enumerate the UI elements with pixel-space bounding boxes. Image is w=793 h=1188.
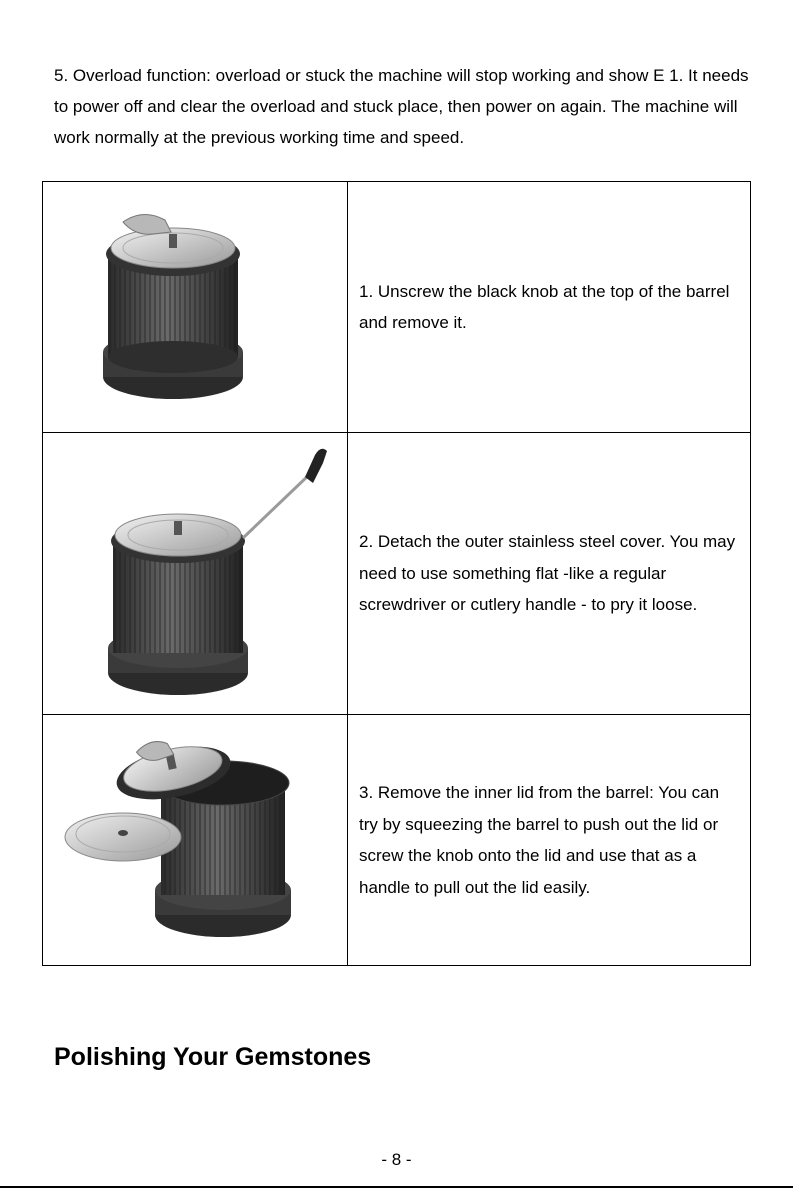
table-row: [43, 715, 751, 966]
barrel-with-knob-on-lid-image: [43, 182, 347, 432]
table-row: [43, 433, 751, 715]
barrel-with-screwdriver-prying-lid-image: [43, 433, 347, 714]
instruction-steps-table: [42, 181, 751, 966]
page-number: - 8 -: [381, 1150, 412, 1169]
overload-function-paragraph: 5. Overload function: overload or stuck the machine will stop working and show E 1. It needs to power off and clear the overload and stuck place, then power on again. The machine will work normally at the previous working time and speed.: [54, 66, 749, 147]
step-2-text: 2. Detach the outer stainless steel cover. You may need to use something flat -like a regular screwdriver or cutlery handle - to pry it loose.: [348, 433, 751, 715]
step-1-text: 1. Unscrew the black knob at the top of the barrel and remove it.: [348, 182, 751, 433]
step-1-image-cell: [43, 182, 348, 433]
step-3-text: 3. Remove the inner lid from the barrel: You can try by squeezing the barrel to push out the lid or screw the knob onto the lid and use that as a handle to pull out the lid easily.: [348, 715, 751, 966]
barrel-with-inner-lid-and-cover-removed-image: [43, 715, 347, 965]
table-row: [43, 182, 751, 433]
section-heading: Polishing Your Gemstones: [54, 1043, 372, 1071]
step-3-image-cell: [43, 715, 348, 966]
step-2-image-cell: [43, 433, 348, 715]
